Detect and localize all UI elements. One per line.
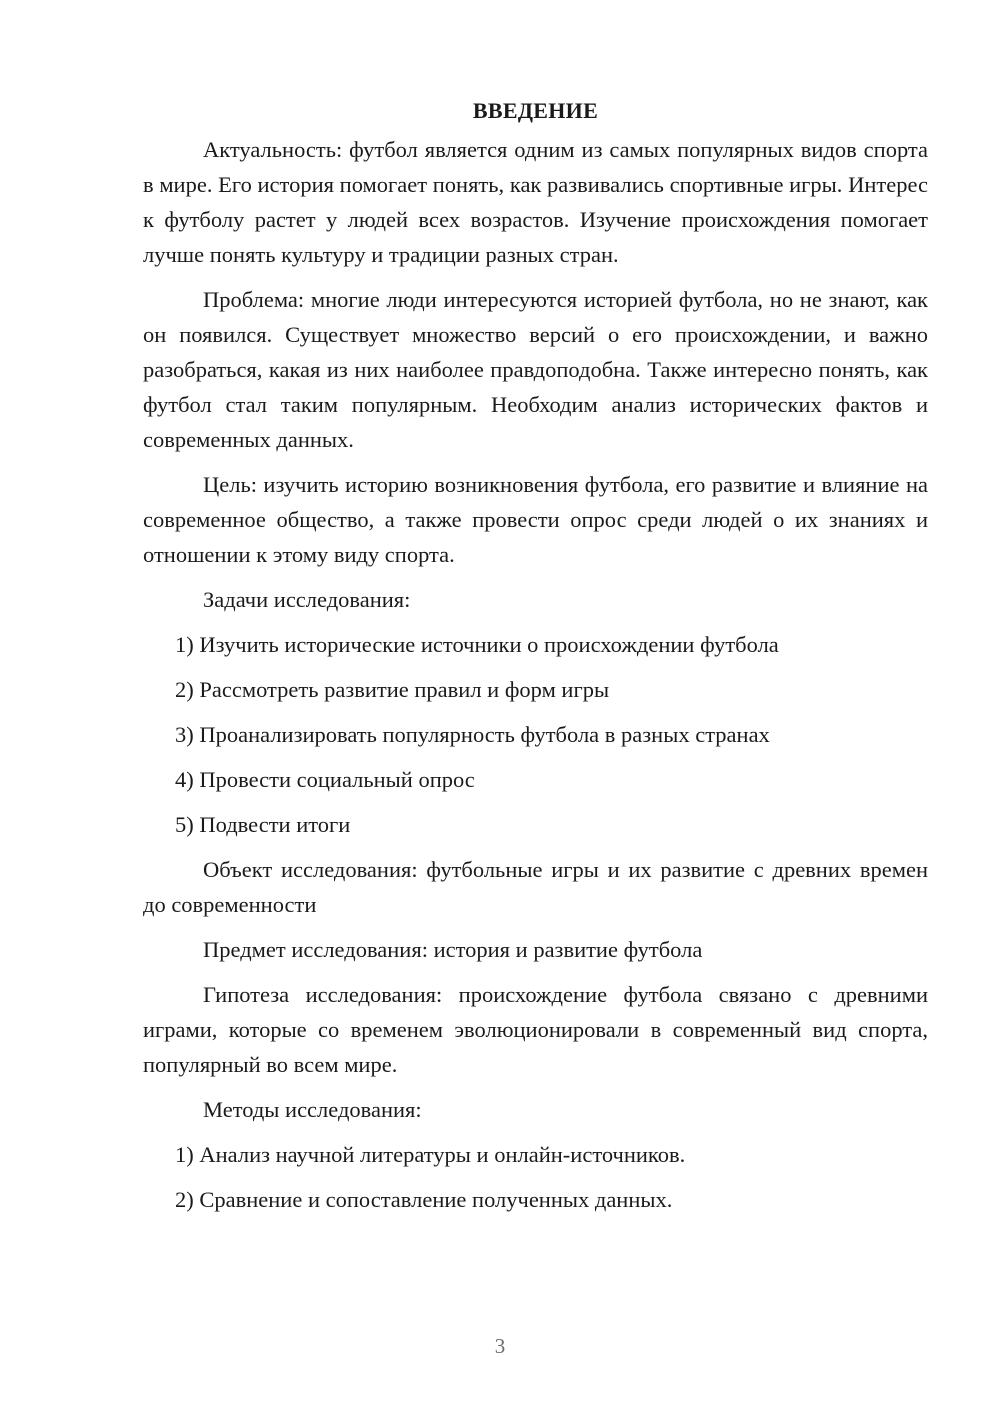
hypothesis-paragraph: Гипотеза исследования: происхождение футбола связано с древними играми, которые со временем эволюционировали в современный вид спорта, популярный во всем мире.: [143, 982, 928, 1077]
task-item: 1) Изучить исторические источники о происхождении футбола: [175, 632, 779, 657]
problem-paragraph: Проблема: многие люди интересуются историей футбола, но не знают, как он появился. Существует множество версий о его происхождении, и важно разобраться, какая из них наиболее правдоподобна. Также интересно понять, как футбол стал таким популярным. Необходим анализ исторических фактов и современных данных.: [143, 287, 928, 452]
subject-paragraph: Предмет исследования: история и развитие футбола: [203, 937, 703, 962]
methods-heading: Методы исследования:: [203, 1097, 422, 1122]
document-page: [143, 96, 928, 1227]
tasks-list: [143, 627, 928, 842]
tasks-heading: Задачи исследования:: [203, 587, 411, 612]
relevance-paragraph: Актуальность: футбол является одним из самых популярных видов спорта в мире. Его история помогает понять, как развивались спортивные игры. Интерес к футболу растет у людей всех возрастов. Изучение происхождения помогает лучше понять культуру и традиции разных стран.: [143, 137, 928, 267]
method-item: 2) Сравнение и сопоставление полученных данных.: [175, 1187, 673, 1212]
task-item: 5) Подвести итоги: [175, 812, 351, 837]
task-item: 4) Провести социальный опрос: [175, 767, 475, 792]
object-paragraph: Объект исследования: футбольные игры и их развитие с древних времен до современности: [143, 857, 928, 917]
task-item: 3) Проанализировать популярность футбола в разных странах: [175, 722, 770, 747]
section-title: ВВЕДЕНИЕ: [472, 98, 599, 123]
goal-paragraph: Цель: изучить историю возникновения футбола, его развитие и влияние на современное общество, а также провести опрос среди людей о их знаниях и отношении к этому виду спорта.: [143, 472, 928, 567]
task-item: 2) Рассмотреть развитие правил и форм игры: [175, 677, 610, 702]
method-item: 1) Анализ научной литературы и онлайн-источников.: [175, 1142, 686, 1167]
page-number: 3: [494, 1334, 506, 1358]
methods-list: [143, 1137, 928, 1217]
